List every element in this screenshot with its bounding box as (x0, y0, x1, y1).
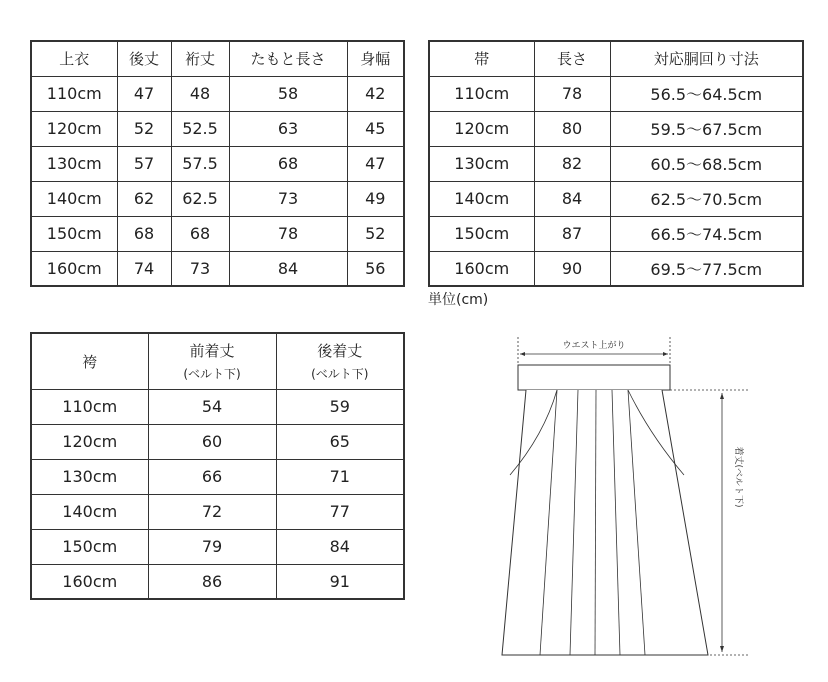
obi-cell: 130cm (429, 146, 534, 181)
obi-cell: 59.5～67.5cm (610, 111, 803, 146)
hakama-cell: 140cm (31, 494, 148, 529)
top-row (31, 181, 404, 216)
top-cell: 120cm (31, 111, 117, 146)
hakama-header-main: 袴 (82, 352, 98, 371)
hakama-cell: 160cm (31, 564, 148, 599)
top-row (31, 111, 404, 146)
hakama-size-table (30, 332, 405, 600)
obi-cell: 56.5～64.5cm (610, 76, 803, 111)
obi-header-row (429, 41, 803, 76)
top-header-cell: たもと長さ (229, 41, 347, 76)
hakama-cell: 91 (276, 564, 404, 599)
hakama-cell: 130cm (31, 459, 148, 494)
obi-cell: 110cm (429, 76, 534, 111)
hakama-cell: 72 (148, 494, 276, 529)
obi-cell: 82 (534, 146, 610, 181)
top-cell: 47 (347, 146, 404, 181)
hakama-diagram (500, 325, 760, 665)
top-cell: 52 (117, 111, 171, 146)
obi-cell: 87 (534, 216, 610, 251)
top-cell: 58 (229, 76, 347, 111)
obi-cell: 90 (534, 251, 610, 286)
obi-cell: 160cm (429, 251, 534, 286)
obi-cell: 69.5～77.5cm (610, 251, 803, 286)
obi-cell: 120cm (429, 111, 534, 146)
hakama-row (31, 389, 404, 424)
hakama-header-cell (31, 333, 148, 389)
top-cell: 48 (171, 76, 229, 111)
top-cell: 84 (229, 251, 347, 286)
obi-cell: 84 (534, 181, 610, 216)
hakama-cell: 66 (148, 459, 276, 494)
hakama-skirt (502, 390, 708, 655)
top-cell: 160cm (31, 251, 117, 286)
waist-label: ウエスト上がり (562, 341, 626, 351)
top-cell: 68 (117, 216, 171, 251)
top-cell: 56 (347, 251, 404, 286)
obi-row (429, 251, 803, 286)
hakama-header-row (31, 333, 404, 389)
obi-header-cell: 対応胴回り寸法 (610, 41, 803, 76)
top-cell: 73 (229, 181, 347, 216)
top-row (31, 216, 404, 251)
hakama-cell: 150cm (31, 529, 148, 564)
hakama-belt (518, 365, 670, 390)
hakama-cell: 86 (148, 564, 276, 599)
hakama-cell: 77 (276, 494, 404, 529)
top-cell: 42 (347, 76, 404, 111)
length-label: 着丈(ベルト下) (733, 446, 743, 508)
obi-cell: 140cm (429, 181, 534, 216)
obi-cell: 60.5～68.5cm (610, 146, 803, 181)
obi-row (429, 76, 803, 111)
hakama-header-sub: (ベルト下) (183, 367, 241, 382)
hakama-row (31, 564, 404, 599)
top-cell: 62.5 (171, 181, 229, 216)
top-cell: 47 (117, 76, 171, 111)
top-cell: 150cm (31, 216, 117, 251)
obi-cell: 78 (534, 76, 610, 111)
obi-size-table (428, 40, 804, 287)
top-row (31, 76, 404, 111)
obi-cell: 150cm (429, 216, 534, 251)
hakama-cell: 120cm (31, 424, 148, 459)
top-cell: 62 (117, 181, 171, 216)
top-row (31, 146, 404, 181)
hakama-cell: 79 (148, 529, 276, 564)
hakama-header-main: 前着丈 (189, 342, 235, 361)
top-header-cell: 身幅 (347, 41, 404, 76)
hakama-row (31, 529, 404, 564)
top-cell: 110cm (31, 76, 117, 111)
top-cell: 52 (347, 216, 404, 251)
top-cell: 57 (117, 146, 171, 181)
hakama-row (31, 424, 404, 459)
top-cell: 45 (347, 111, 404, 146)
hakama-header-cell (276, 333, 404, 389)
top-header-row (31, 41, 404, 76)
top-cell: 68 (229, 146, 347, 181)
obi-header-cell: 長さ (534, 41, 610, 76)
top-cell: 73 (171, 251, 229, 286)
top-cell: 63 (229, 111, 347, 146)
top-cell: 57.5 (171, 146, 229, 181)
hakama-row (31, 459, 404, 494)
top-cell: 74 (117, 251, 171, 286)
obi-header-cell: 帯 (429, 41, 534, 76)
hakama-header-cell (148, 333, 276, 389)
unit-note: 単位(cm) (428, 292, 489, 308)
top-header-cell: 後丈 (117, 41, 171, 76)
top-cell: 78 (229, 216, 347, 251)
top-cell: 68 (171, 216, 229, 251)
hakama-cell: 54 (148, 389, 276, 424)
hakama-cell: 60 (148, 424, 276, 459)
hakama-header-sub: (ベルト下) (311, 367, 369, 382)
hakama-cell: 110cm (31, 389, 148, 424)
obi-cell: 62.5～70.5cm (610, 181, 803, 216)
hakama-row (31, 494, 404, 529)
top-cell: 130cm (31, 146, 117, 181)
top-size-table (30, 40, 405, 287)
top-row (31, 251, 404, 286)
hakama-header-main: 後着丈 (317, 342, 363, 361)
top-cell: 52.5 (171, 111, 229, 146)
obi-row (429, 146, 803, 181)
top-cell: 49 (347, 181, 404, 216)
top-header-cell: 上衣 (31, 41, 117, 76)
obi-row (429, 111, 803, 146)
obi-cell: 66.5～74.5cm (610, 216, 803, 251)
obi-row (429, 216, 803, 251)
obi-row (429, 181, 803, 216)
hakama-cell: 59 (276, 389, 404, 424)
hakama-cell: 65 (276, 424, 404, 459)
obi-cell: 80 (534, 111, 610, 146)
hakama-cell: 71 (276, 459, 404, 494)
hakama-cell: 84 (276, 529, 404, 564)
top-cell: 140cm (31, 181, 117, 216)
top-header-cell: 裄丈 (171, 41, 229, 76)
